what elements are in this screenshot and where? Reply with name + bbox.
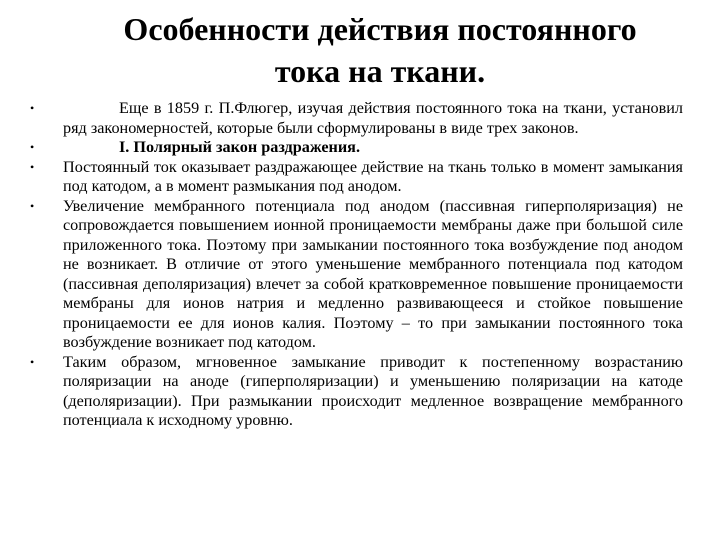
list-item-text: Постоянный ток оказывает раздражающее действие на ткань только в момент замыкания под катодом, а в момент размыкания под анодом. (63, 157, 683, 195)
title-line-1: Особенности действия постоянного (123, 11, 637, 47)
bullet-icon: • (30, 101, 35, 115)
bullet-icon: • (30, 354, 35, 369)
bullet-list (0, 99, 720, 431)
list-item-law-statement (0, 158, 720, 197)
list-item-text: Увеличение мембранного потенциала под анодом (пассивная гиперполяризация) не сопровождается повышением ионной проницаемости мембраны даже при большой силе приложенного тока. Поэтому при замыкании постоянного тока возбуждение под анодом не возникает. В отличие от этого уменьшение мембранного потенциала под катодом (пассивная деполяризация) влечет за собой кратковременное повышение проницаемости мембраны для ионов натрия и медленно развивающееся и стойкое повышение проницаемости ее для ионов калия. Поэтому – то при замыкании постоянного тока возбуждение возникает под катодом. (63, 196, 683, 351)
bullet-icon: • (30, 198, 35, 213)
slide-title (40, 8, 720, 92)
list-item-explanation (0, 197, 720, 353)
list-item-intro (0, 99, 720, 138)
bullet-icon: • (30, 159, 35, 174)
list-item-text: Таким образом, мгновенное замыкание приводит к постепенному возрастанию поляризации на аноде (гиперполяризации) и уменьшению поляризации на катоде (деполяризации). При размыкании происходит медленное возвращение мембранного потенциала к исходному уровню. (63, 352, 683, 429)
law-heading: I. Полярный закон раздражения. (119, 138, 360, 156)
title-line-2: тока на ткани. (274, 53, 486, 89)
list-item-conclusion (0, 353, 720, 431)
list-item-text: Еще в 1859 г. П.Флюгер, изучая действия постоянного тока на ткани, установил ряд закономерностей, которые были сформулированы в виде трех законов. (63, 99, 683, 137)
list-item-law-heading (0, 138, 720, 158)
bullet-icon: • (30, 140, 35, 154)
